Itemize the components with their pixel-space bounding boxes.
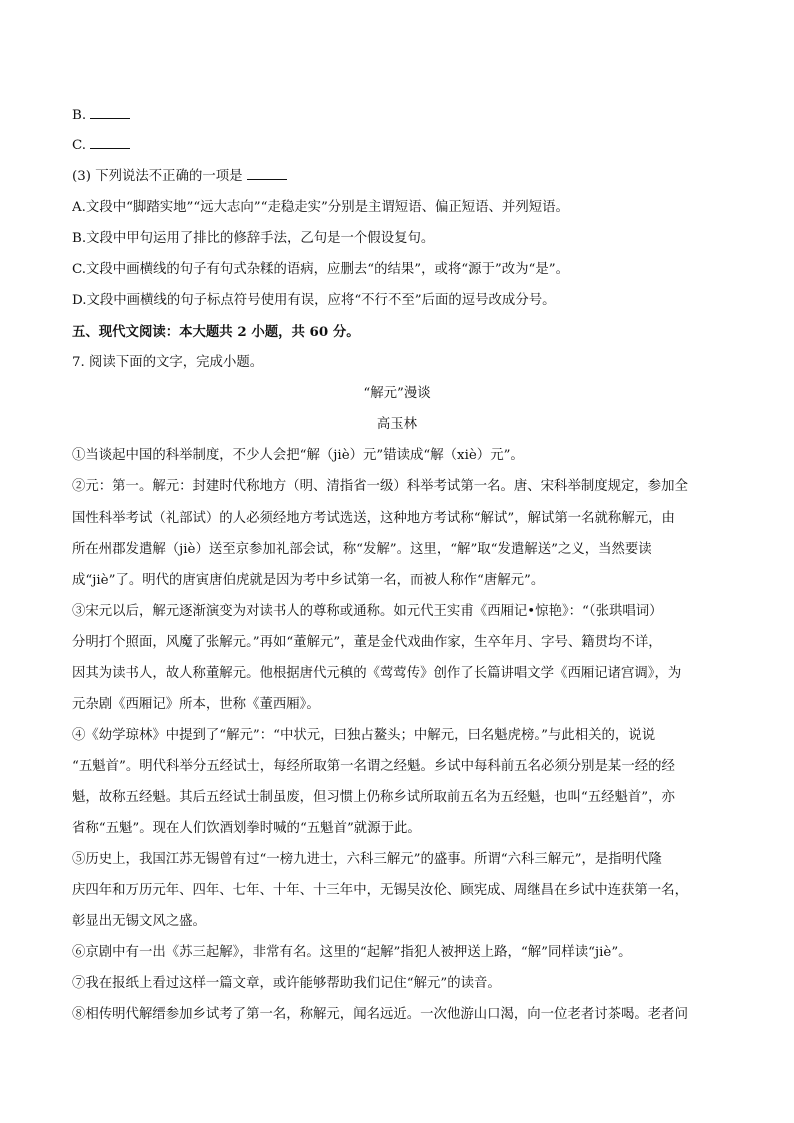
- paragraph-2-line-2: 国性科举考试（礼部试）的人必须经地方考试选送，这种地方考试称“解试”，解试第一名就称解元，由: [72, 511, 675, 526]
- paragraph-2-line-4: 成“jiè”了。明代的唐寅唐伯虎就是因为考中乡试第一名，而被人称作“唐解元”。: [72, 573, 545, 588]
- paragraph-1: ①当谈起中国的科举制度，不少人会把“解（jiè）元”错读成“解（xiè）元”。: [72, 448, 524, 463]
- paragraph-4-line-3: 魁，故称五经魁。其后五经试士制虽废，但习惯上仍称乡试所取前五名为五经魁，也叫“五经魁首”，亦: [72, 790, 675, 805]
- choice-b: B.文段中甲句运用了排比的修辞手法，乙句是一个假设复句。: [72, 231, 435, 246]
- paragraph-7: ⑦我在报纸上看过这样一篇文章，或许能够帮助我们记住“解元”的读音。: [72, 976, 501, 991]
- choice-d: D.文段中画横线的句子标点符号使用有误，应将“不行不至”后面的逗号改成分号。: [72, 293, 556, 308]
- paragraph-5-line-3: 彰显出无锡文风之盛。: [72, 914, 206, 929]
- answer-blank-c: [90, 135, 130, 149]
- option-c-label: C.: [72, 138, 87, 153]
- paragraph-5-line-2: 庆四年和万历元年、四年、七年、十年、十三年中，无锡吴汝伦、顾宪成、周继昌在乡试中连获第一名，: [72, 883, 688, 898]
- option-b-blank-line: [72, 105, 722, 126]
- choice-a: A.文段中“脚踏实地”“远大志向”“走稳走实”分别是主谓短语、偏正短语、并列短语。: [72, 200, 569, 215]
- section-heading: 五、现代文阅读：本大题共 2 小题，共 60 分。: [72, 324, 360, 340]
- paragraph-3-line-4: 元杂剧《西厢记》所本，世称《董西厢》。: [72, 697, 320, 712]
- paragraph-2-line-1: ②元：第一。解元：封建时代称地方（明、清指省一级）科举考试第一名。唐、宋科举制度规定，参加全: [72, 479, 688, 494]
- paragraph-3-line-1: ③宋元以后，解元逐渐演变为对读书人的尊称或通称。如元代王实甫《西厢记•惊艳》：“（张珙唱词）: [72, 604, 663, 619]
- choice-c: C.文段中画横线的句子有句式杂糅的语病，应删去“的结果”，或将“源于”改为“是”。: [72, 262, 569, 277]
- paragraph-4-line-1: ④《幼学琼林》中提到了“解元”：“中状元，曰独占鳌头；中解元，曰名魁虎榜。”与此相关的，说说: [72, 728, 656, 743]
- paragraph-2-line-3: 所在州郡发遣解（jiè）送至京参加礼部会试，称“发解”。这里，“解”取“发遣解送”之义，当然要读: [72, 542, 652, 557]
- paragraph-4-line-4: 省称“五魁”。现在人们饮酒划拳时喊的“五魁首”就源于此。: [72, 821, 421, 836]
- option-b-label: B.: [72, 108, 87, 123]
- question-3: [72, 166, 722, 187]
- paragraph-4-line-2: “五魁首”。明代科举分五经试士，每经所取第一名谓之经魁。乡试中每科前五名必须分别是某一经的经: [72, 759, 675, 774]
- answer-blank-b: [90, 105, 130, 119]
- paragraph-3-line-3: 因其为读书人，故人称董解元。他根据唐代元稹的《莺莺传》创作了长篇讲唱文学《西厢记诸宫调》，为: [72, 666, 682, 681]
- question-3-text: (3) 下列说法不正确的一项是: [72, 169, 243, 184]
- paragraph-5-line-1: ⑤历史上，我国江苏无锡曾有过“一榜九进士，六科三解元”的盛事。所谓“六科三解元”，是指明代隆: [72, 852, 662, 867]
- paragraph-6: ⑥京剧中有一出《苏三起解》，非常有名。这里的“起解”指犯人被押送上路，“解”同样读“jiè”。: [72, 945, 632, 960]
- option-c-blank-line: [72, 135, 722, 156]
- article-title: “解元”漫谈: [363, 386, 431, 401]
- paragraph-8-line-1: ⑧相传明代解缙参加乡试考了第一名，称解元，闻名远近。一次他游山口渴，向一位老者讨茶喝。老者问: [72, 1007, 688, 1022]
- answer-blank-3: [247, 166, 287, 180]
- question-7-instruction: 7. 阅读下面的文字，完成小题。: [72, 355, 264, 370]
- paragraph-3-line-2: 分明打个照面，风魔了张解元。”再如“董解元”，董是金代戏曲作家，生卒年月、字号、籍贯均不详，: [72, 635, 662, 650]
- article-author: 高玉林: [376, 417, 418, 432]
